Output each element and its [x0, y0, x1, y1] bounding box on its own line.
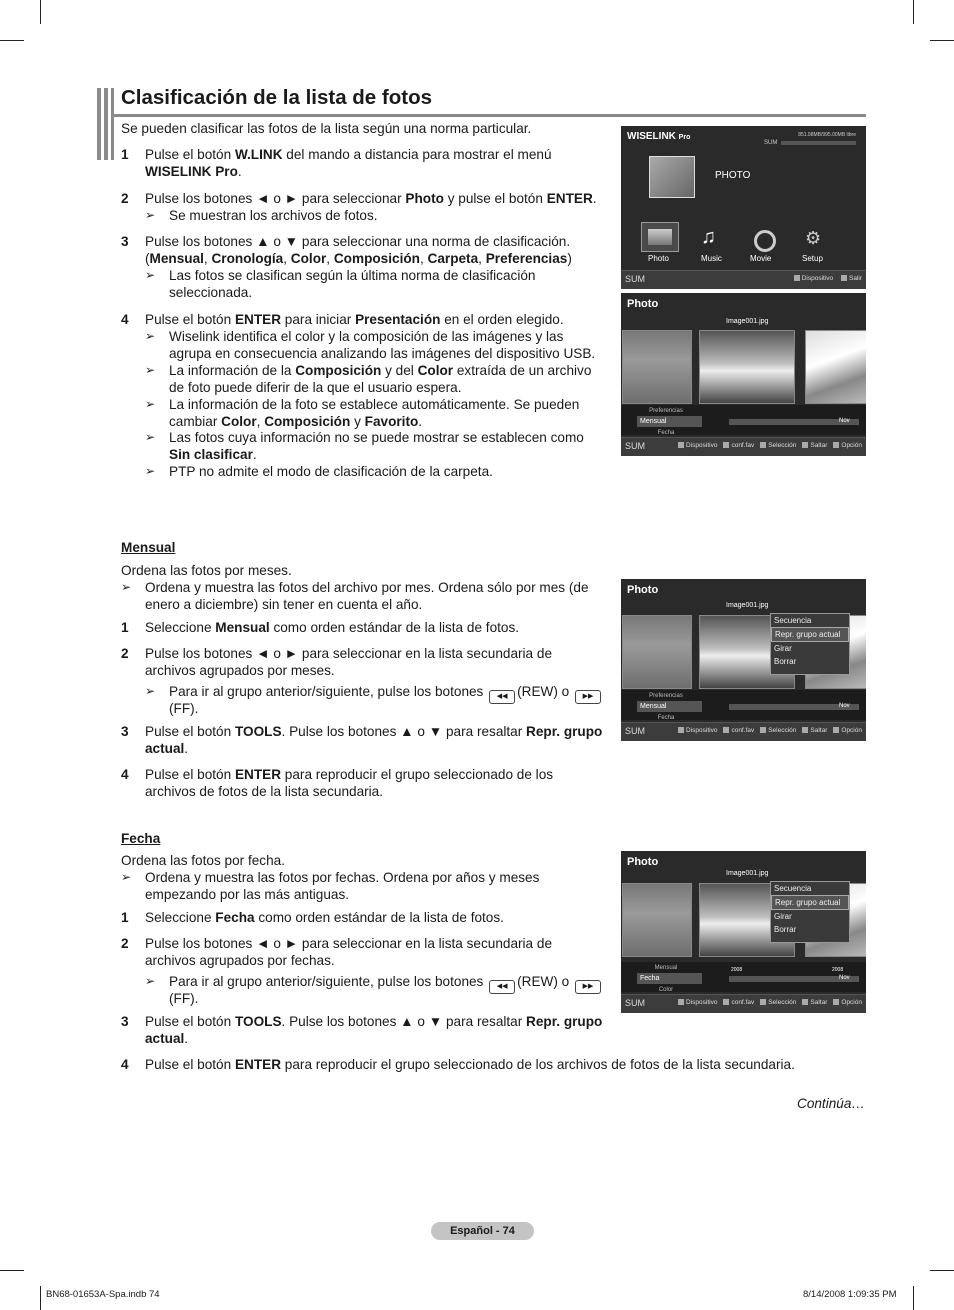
note-arrow-icon: ➢ — [145, 363, 156, 377]
tv-screen-fecha — [621, 851, 866, 1013]
tools-menu-item[interactable]: Girar — [774, 644, 792, 653]
step-text: Pulse el botón W.LINK del mando a distancia para mostrar el menú — [145, 147, 552, 162]
step-number: 2 — [121, 646, 129, 661]
header-bar — [111, 88, 114, 160]
note-arrow-icon: ➢ — [145, 464, 156, 478]
filename-label: Image001.jpg — [726, 870, 769, 877]
note-arrow-icon: ➢ — [145, 974, 156, 988]
section-heading-fecha: Fecha — [121, 831, 161, 846]
footer-file: BN68-01653A-Spa.indb 74 — [46, 1289, 160, 1300]
footer-legend: Dispositivo Salir — [788, 275, 862, 282]
step-text: archivos agrupados por fechas. — [145, 953, 335, 968]
filename-label: Image001.jpg — [726, 318, 769, 325]
ff-key-icon: ▶▶ — [575, 690, 601, 704]
screen-footer — [621, 722, 866, 741]
tools-menu-item[interactable]: Secuencia — [774, 884, 812, 893]
note-arrow-icon: ➢ — [145, 268, 156, 282]
note-text: Para ir al grupo anterior/siguiente, pulse los botones ◀◀ (REW) o ▶▶ — [169, 683, 603, 704]
continue-label: Continúa… — [797, 1096, 866, 1111]
footer-sum: SUM — [625, 726, 645, 736]
step-text: Pulse los botones ◄ o ► para seleccionar en la lista secundaria de — [145, 936, 553, 951]
sort-selected[interactable]: Mensual — [637, 416, 702, 427]
sort-above: Preferencias — [649, 408, 683, 414]
menu-item-photo[interactable]: Photo — [648, 254, 669, 263]
music-icon[interactable]: ♫ — [701, 226, 716, 248]
step-text: Pulse los botones ▲ o ▼ para seleccionar una norma de clasificación. — [145, 234, 571, 249]
note-text: enero a diciembre) sin tener en cuenta el año. — [145, 597, 423, 612]
step-text: Pulse los botones ◄ o ► para seleccionar Photo y pulse el botón ENTER. — [145, 191, 597, 206]
footer-legend: Dispositivo conf.fav Selección Saltar Opción — [672, 999, 862, 1006]
note-text: Ordena y muestra las fotos por fechas. Ordena por años y meses — [145, 870, 540, 885]
step-text: actual. — [145, 741, 189, 756]
photo-thumbnail[interactable] — [622, 883, 692, 957]
tools-menu-item[interactable]: Borrar — [774, 657, 797, 666]
step-text: Pulse el botón TOOLS. Pulse los botones ▲ o ▼ para resaltar Repr. grupo — [145, 1014, 603, 1029]
note-text: empezando por las más antiguas. — [145, 887, 350, 902]
note-text: PTP no admite el modo de clasificación de la carpeta. — [169, 464, 493, 479]
sum-label: SUM — [764, 140, 778, 146]
title-rule — [114, 114, 866, 117]
step-number: 2 — [121, 191, 129, 206]
step-text: WISELINK Pro. — [145, 164, 242, 179]
sort-strip — [621, 690, 866, 720]
footer-sum: SUM — [625, 274, 645, 284]
photo-device-icon — [649, 156, 695, 198]
rew-key-icon: ◀◀ — [489, 980, 515, 994]
section-intro: Ordena las fotos por fecha. — [121, 853, 285, 868]
note-arrow-icon: ➢ — [145, 684, 156, 698]
sort-below: Fecha — [657, 430, 675, 436]
note-arrow-icon: ➢ — [121, 870, 132, 884]
note-text: agrupa en consecuencia analizando las imágenes del dispositivo USB. — [169, 346, 596, 361]
crop-mark — [40, 0, 41, 24]
note-text: (FF). — [169, 991, 199, 1006]
crop-mark — [913, 0, 914, 24]
tools-menu-item[interactable]: Secuencia — [774, 616, 812, 625]
note-text: de foto puede diferir de la que el usuario espera. — [169, 380, 462, 395]
sort-above: Mensual — [654, 965, 678, 971]
setup-gear-icon[interactable]: ⚙ — [805, 228, 822, 248]
note-arrow-icon: ➢ — [145, 329, 156, 343]
tools-menu-item-selected[interactable]: Repr. grupo actual — [771, 895, 849, 910]
note-text: Ordena y muestra las fotos del archivo por mes. Ordena sólo por mes (de — [145, 580, 589, 595]
intro-text: Se pueden clasificar las fotos de la lista según una norma particular. — [121, 121, 532, 136]
crop-mark — [0, 40, 24, 41]
menu-item-setup[interactable]: Setup — [802, 254, 823, 263]
note-text: seleccionada. — [169, 285, 253, 300]
step-text: Seleccione Mensual como orden estándar de la lista de fotos. — [145, 620, 520, 635]
screen-footer — [621, 994, 866, 1013]
sort-below: Color — [658, 987, 674, 993]
note-text: Sin clasificar. — [169, 447, 257, 462]
footer-legend: Dispositivo conf.fav Selección Saltar Opción — [672, 442, 862, 449]
photo-thumbnail[interactable] — [699, 330, 795, 404]
wiselink-brand: WISELINK Pro — [627, 131, 691, 142]
note-text: Se muestran los archivos de fotos. — [169, 208, 378, 223]
screen-footer — [621, 270, 866, 289]
sort-selected[interactable]: Mensual — [637, 701, 702, 712]
group-right-label: Nov — [839, 703, 850, 709]
step-number: 4 — [121, 1057, 129, 1072]
photo-label: PHOTO — [715, 170, 751, 181]
note-text: cambiar Color, Composición y Favorito. — [169, 414, 423, 429]
tv-screen-photo-list — [621, 293, 866, 456]
step-text: archivos de fotos de la lista secundaria. — [145, 784, 384, 799]
sort-strip — [621, 405, 866, 435]
sort-selected[interactable]: Fecha — [637, 973, 702, 984]
section-heading-mensual: Mensual — [121, 540, 176, 555]
sort-above: Preferencias — [649, 693, 683, 699]
note-text: La información de la Composición y del Color extraída de un archivo — [169, 363, 592, 378]
group-right-year: 2008 — [832, 967, 844, 973]
section-intro: Ordena las fotos por meses. — [121, 563, 292, 578]
screen-footer — [621, 437, 866, 456]
footer-sum: SUM — [625, 441, 645, 451]
filename-label: Image001.jpg — [726, 602, 769, 609]
movie-icon[interactable] — [754, 230, 776, 252]
note-text: Las fotos se clasifican según la última norma de clasificación — [169, 268, 536, 283]
storage-readout: 851.98MB/995.00MB libre — [798, 132, 856, 138]
tools-menu — [770, 613, 850, 675]
step-number: 1 — [121, 147, 129, 162]
crop-mark — [40, 1286, 41, 1310]
note-text: (FF). — [169, 701, 199, 716]
tools-menu-item[interactable]: Borrar — [774, 925, 797, 934]
note-text: La información de la foto se establece automáticamente. Se pueden — [169, 397, 580, 412]
crop-mark — [0, 1270, 24, 1271]
step-text: Seleccione Fecha como orden estándar de la lista de fotos. — [145, 910, 504, 925]
sort-strip — [621, 962, 866, 992]
step-number: 4 — [121, 312, 129, 327]
note-arrow-icon: ➢ — [145, 208, 156, 222]
photo-thumbnail[interactable] — [805, 330, 866, 404]
note-arrow-icon: ➢ — [145, 430, 156, 444]
tools-menu-item-selected[interactable]: Repr. grupo actual — [771, 627, 849, 642]
note-text: Las fotos cuya información no se puede mostrar se establecen como — [169, 430, 584, 445]
step-number: 1 — [121, 910, 129, 925]
group-right-label: Nov — [839, 975, 850, 981]
screen-header: Photo — [627, 298, 659, 310]
note-text: Para ir al grupo anterior/siguiente, pulse los botones ◀◀ (REW) o ▶▶ — [169, 973, 603, 994]
photo-thumbnail[interactable] — [622, 615, 692, 689]
crop-mark — [930, 40, 954, 41]
footer-timestamp: 8/14/2008 1:09:35 PM — [803, 1289, 897, 1300]
photo-icon[interactable] — [641, 222, 679, 252]
menu-item-movie[interactable]: Movie — [750, 254, 772, 263]
step-number: 3 — [121, 724, 129, 739]
crop-mark — [913, 1286, 914, 1310]
ff-key-icon: ▶▶ — [575, 980, 601, 994]
step-text: Pulse el botón ENTER para iniciar Presentación en el orden elegido. — [145, 312, 564, 327]
page-number-badge: Español - 74 — [431, 1222, 534, 1240]
group-right-label: Nov — [839, 418, 850, 424]
sort-below: Fecha — [657, 715, 675, 721]
group-left-year: 2008 — [731, 967, 743, 973]
storage-bar — [781, 141, 856, 145]
step-number: 2 — [121, 936, 129, 951]
page-title: Clasificación de la lista de fotos — [121, 86, 433, 109]
step-text: (Mensual, Cronología, Color, Composición, Carpeta, Preferencias) — [145, 251, 572, 266]
crop-mark — [930, 1270, 954, 1271]
step-text: Pulse el botón TOOLS. Pulse los botones ▲ o ▼ para resaltar Repr. grupo — [145, 724, 603, 739]
menu-item-music[interactable]: Music — [701, 254, 722, 263]
header-bar — [97, 88, 101, 160]
step-text: actual. — [145, 1031, 189, 1046]
screen-header: Photo — [627, 856, 659, 868]
tools-menu — [770, 881, 850, 943]
rew-key-icon: ◀◀ — [489, 690, 515, 704]
tools-menu-item[interactable]: Girar — [774, 912, 792, 921]
note-arrow-icon: ➢ — [121, 580, 132, 594]
step-number: 4 — [121, 767, 129, 782]
step-text: Pulse el botón ENTER para reproducir el grupo seleccionado de los archivos de fotos de la lista secundaria. — [145, 1057, 795, 1072]
step-text: Pulse los botones ◄ o ► para seleccionar en la lista secundaria de — [145, 646, 553, 661]
note-arrow-icon: ➢ — [145, 397, 156, 411]
step-number: 3 — [121, 1014, 129, 1029]
screen-header: Photo — [627, 584, 659, 596]
step-text: archivos agrupados por meses. — [145, 663, 335, 678]
photo-thumbnail[interactable] — [622, 330, 692, 404]
header-bar — [104, 88, 108, 160]
tv-screen-wiselink — [621, 126, 866, 289]
footer-legend: Dispositivo conf.fav Selección Saltar Opción — [672, 727, 862, 734]
tv-screen-mensual — [621, 579, 866, 741]
step-number: 1 — [121, 620, 129, 635]
footer-sum: SUM — [625, 998, 645, 1008]
step-number: 3 — [121, 234, 129, 249]
note-text: Wiselink identifica el color y la composición de las imágenes y las — [169, 329, 564, 344]
step-text: Pulse el botón ENTER para reproducir el grupo seleccionado de los — [145, 767, 554, 782]
